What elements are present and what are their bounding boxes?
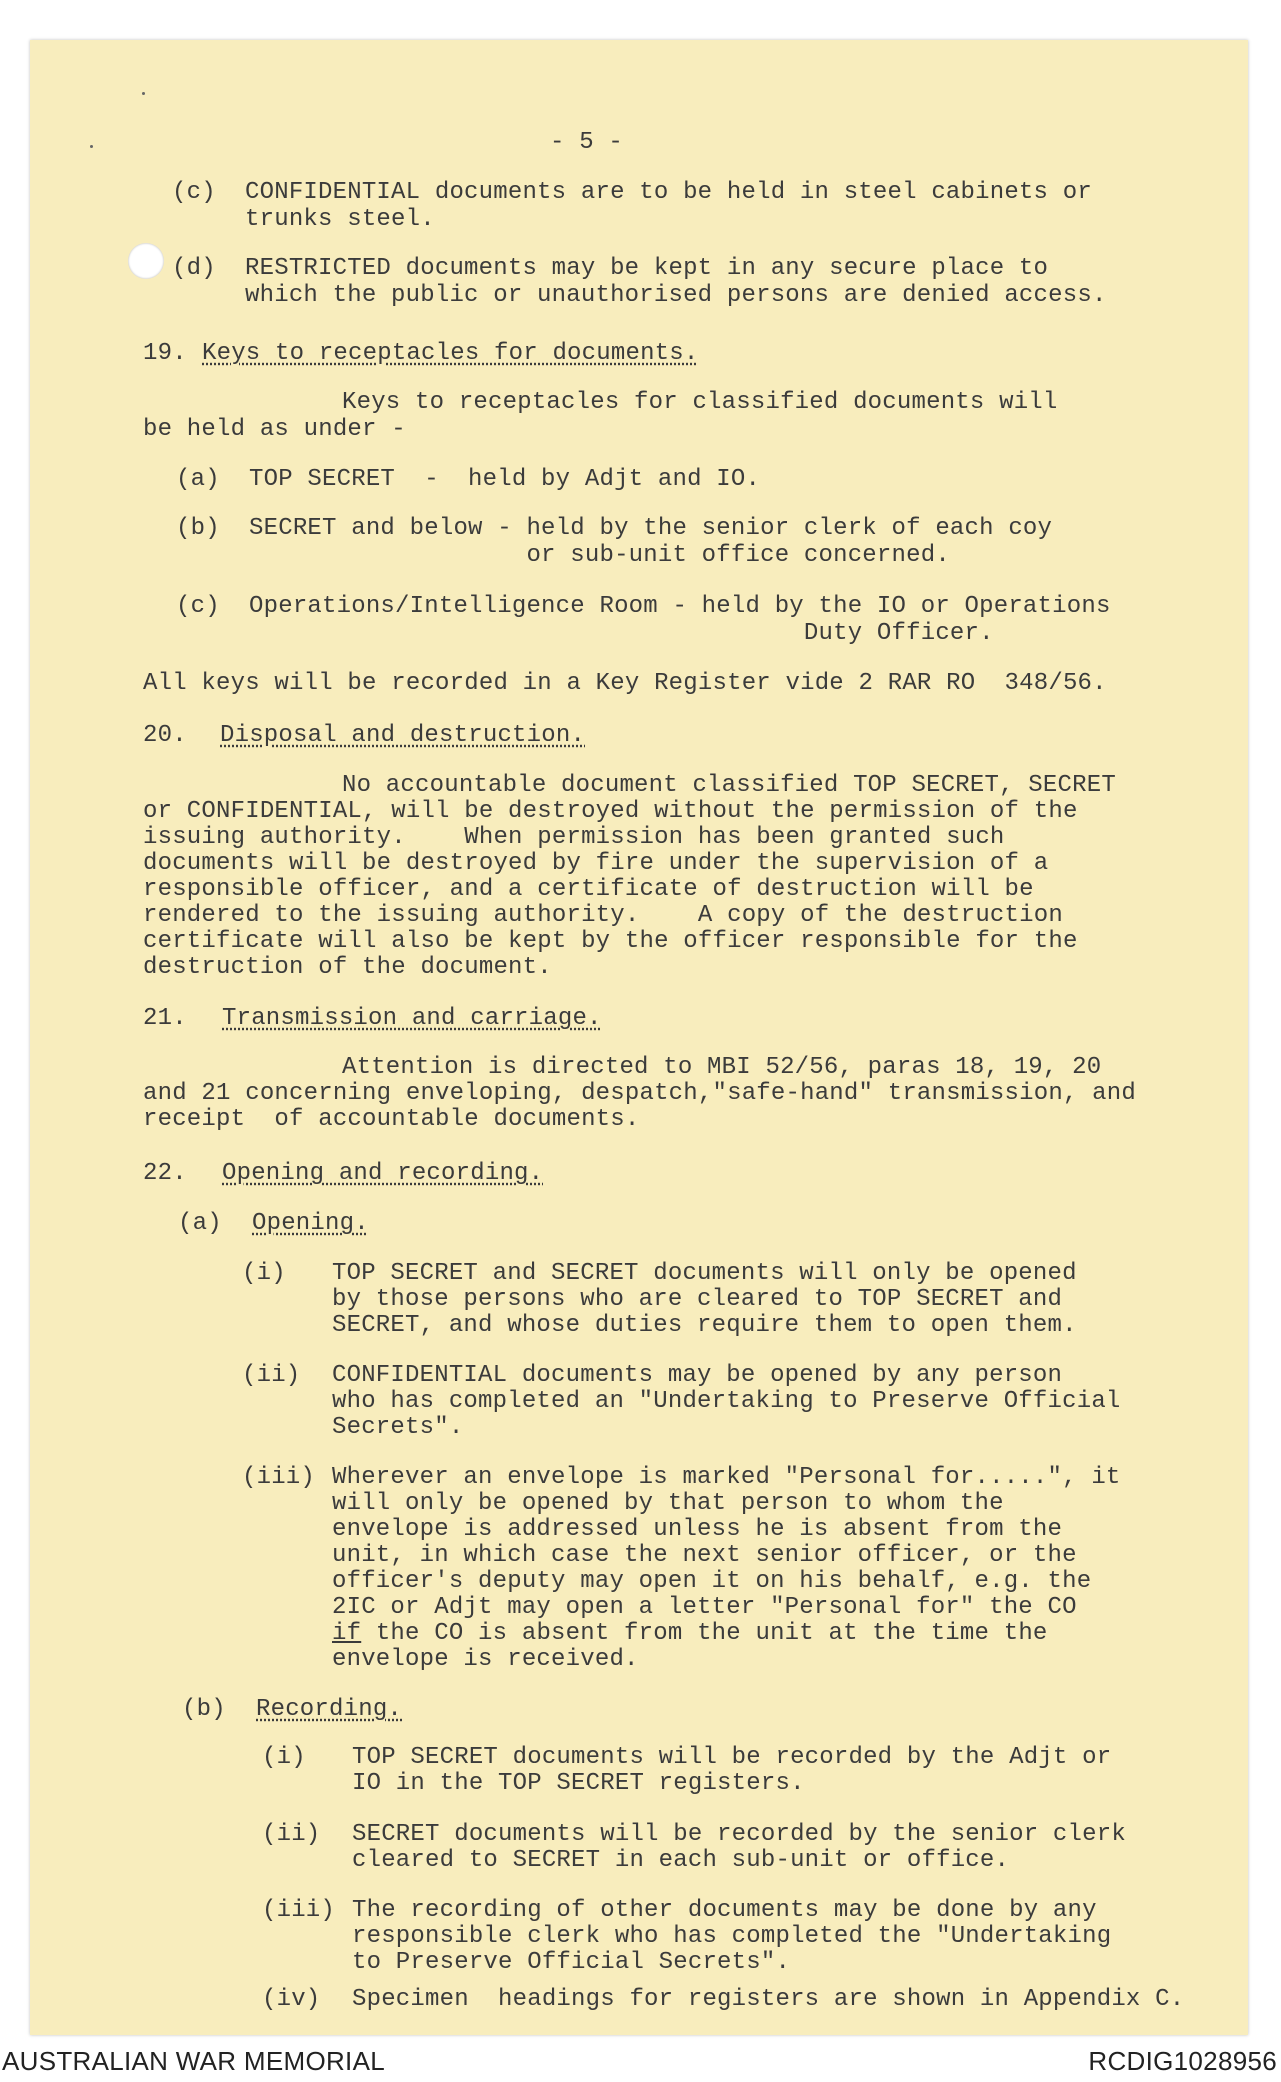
text-line: No accountable document classified TOP SECRET, SECRET	[342, 772, 1116, 799]
section-number: 21.	[143, 1005, 187, 1032]
text-line: The recording of other documents may be done by any	[352, 1897, 1097, 1924]
text-fragment: the CO is absent from the unit at the time the	[361, 1620, 1048, 1647]
paper-speck	[90, 145, 93, 148]
text-line: Wherever an envelope is marked "Personal for.....", it	[332, 1464, 1121, 1491]
text-line: issuing authority. When permission has been granted such	[143, 824, 1005, 851]
section-number: 22.	[143, 1160, 187, 1187]
item-label: (iii)	[242, 1464, 316, 1491]
text-line: All keys will be recorded in a Key Register vide 2 RAR RO 348/56.	[143, 670, 1107, 697]
text-line: TOP SECRET documents will be recorded by the Adjt or	[352, 1744, 1112, 1771]
text-line: by those persons who are cleared to TOP SECRET and	[332, 1286, 1063, 1313]
subsection-label: (b)	[182, 1696, 226, 1723]
text-line: TOP SECRET and SECRET documents will only be opened	[332, 1260, 1077, 1287]
footer-right: RCDIG1028956	[1088, 2046, 1277, 2076]
text-line: unit, in which case the next senior officer, or the	[332, 1542, 1077, 1569]
section-heading: Transmission and carriage.	[222, 1005, 602, 1032]
text-line: (b) SECRET and below - held by the senior clerk of each coy	[176, 515, 1053, 542]
item-label: (ii)	[242, 1362, 301, 1389]
text-line: (a) TOP SECRET - held by Adjt and IO.	[176, 466, 761, 493]
text-line: receipt of accountable documents.	[143, 1106, 640, 1133]
text-line: envelope is received.	[332, 1646, 639, 1673]
text-line: Secrets".	[332, 1414, 464, 1441]
text-line: be held as under -	[143, 416, 406, 443]
text-line: or CONFIDENTIAL, will be destroyed without the permission of the	[143, 798, 1078, 825]
text-line: rendered to the issuing authority. A copy of the destruction	[143, 902, 1063, 929]
subsection-heading: Opening.	[252, 1210, 369, 1237]
text-line: Duty Officer.	[176, 620, 994, 647]
text-line: 2IC or Adjt may open a letter "Personal for" the CO	[332, 1594, 1077, 1621]
emphasis-if: if	[332, 1620, 362, 1647]
item-label: (iii)	[262, 1897, 336, 1924]
text-line: SECRET documents will be recorded by the senior clerk	[352, 1821, 1126, 1848]
text-line: destruction of the document.	[143, 954, 552, 981]
text-line: certificate will also be kept by the officer responsible for the	[143, 928, 1078, 955]
text-line: will only be opened by that person to whom the	[332, 1490, 1004, 1517]
section-number: 20.	[143, 722, 187, 749]
punch-hole	[128, 243, 164, 279]
text-line: (c) CONFIDENTIAL documents are to be held in steel cabinets or	[172, 179, 1092, 206]
text-line: (c) Operations/Intelligence Room - held by the IO or Operations	[176, 593, 1111, 620]
page-number: - 5 -	[550, 129, 624, 156]
text-line: which the public or unauthorised persons are denied access.	[172, 282, 1107, 309]
text-line: responsible officer, and a certificate of destruction will be	[143, 876, 1034, 903]
text-line: envelope is addressed unless he is absent from the	[332, 1516, 1063, 1543]
item-label: (ii)	[262, 1821, 321, 1848]
text-line: officer's deputy may open it on his behalf, e.g. the	[332, 1568, 1092, 1595]
section-heading: Disposal and destruction.	[220, 722, 586, 749]
text-line: Specimen headings for registers are shown in Appendix C.	[352, 1986, 1185, 2013]
text-line: or sub-unit office concerned.	[176, 542, 950, 569]
text-line: responsible clerk who has completed the "Undertaking	[352, 1923, 1112, 1950]
subsection-heading: Recording.	[256, 1696, 403, 1723]
text-line: CONFIDENTIAL documents may be opened by any person	[332, 1362, 1063, 1389]
text-line: who has completed an "Undertaking to Preserve Official	[332, 1388, 1121, 1415]
text-line: cleared to SECRET in each sub-unit or office.	[352, 1847, 1010, 1874]
section-number: 19.	[143, 340, 187, 367]
paper-speck	[142, 92, 145, 95]
section-heading: Keys to receptacles for documents.	[202, 340, 699, 367]
item-label: (i)	[242, 1260, 286, 1287]
subsection-label: (a)	[178, 1210, 222, 1237]
text-line: Attention is directed to MBI 52/56, paras 18, 19, 20	[342, 1054, 1102, 1081]
text-line: documents will be destroyed by fire under the supervision of a	[143, 850, 1049, 877]
text-line: (d) RESTRICTED documents may be kept in any secure place to	[172, 255, 1049, 282]
text-line	[332, 1621, 1048, 1647]
item-label: (iv)	[262, 1986, 321, 2013]
text-line: IO in the TOP SECRET registers.	[352, 1770, 805, 1797]
item-label: (i)	[262, 1744, 306, 1771]
text-line: trunks steel.	[172, 206, 435, 233]
footer-left: AUSTRALIAN WAR MEMORIAL	[2, 2046, 385, 2076]
text-line: SECRET, and whose duties require them to open them.	[332, 1312, 1077, 1339]
text-line: Keys to receptacles for classified documents will	[342, 389, 1058, 416]
text-line: to Preserve Official Secrets".	[352, 1949, 791, 1976]
section-heading: Opening and recording.	[222, 1160, 544, 1187]
text-line: and 21 concerning enveloping, despatch,"safe-hand" transmission, and	[143, 1080, 1136, 1107]
